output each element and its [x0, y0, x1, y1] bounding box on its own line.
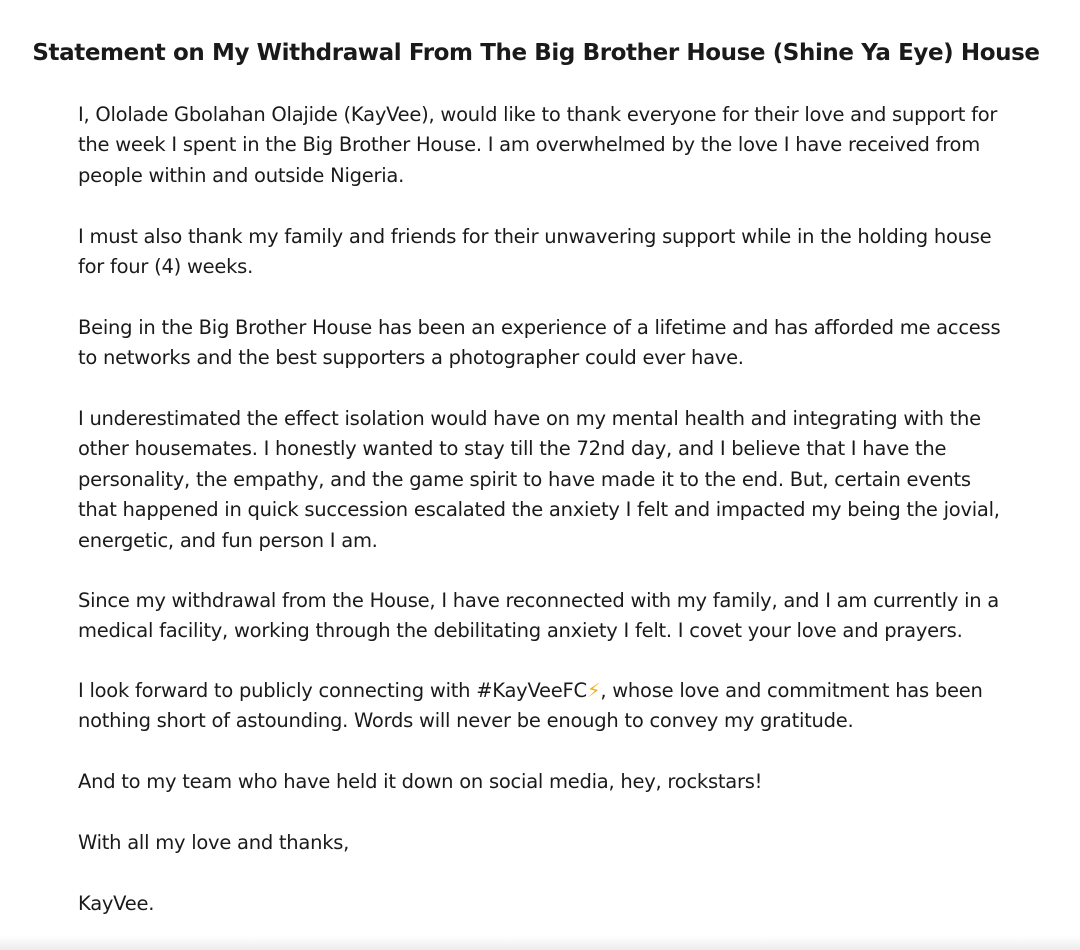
signature: KayVee.: [78, 892, 155, 915]
sign-off: With all my love and thanks,: [78, 831, 350, 854]
statement-title: Statement on My Withdrawal From The Big Brother House (Shine Ya Eye) House: [32, 40, 1040, 66]
paragraph-family: I must also thank my family and friends for their unwavering support while in the holding house for four (4) weeks.: [78, 225, 992, 279]
paragraph-fans: [78, 676, 1013, 737]
paragraph-withdrawal: Since my withdrawal from the House, I have reconnected with my family, and I am currently in a medical facility, working through the debilitating anxiety I felt. I covet your love and prayers.: [78, 589, 999, 643]
lightning-bolt-icon: ⚡: [586, 679, 601, 702]
fans-text-start: I look forward to publicly connecting with #KayVeeFC: [78, 679, 587, 702]
paragraph-team: And to my team who have held it down on social media, hey, rockstars!: [78, 770, 763, 793]
paragraph-isolation: I underestimated the effect isolation would have on my mental health and integrating with the other housemates. I honestly wanted to stay till the 72nd day, and I believe that I have the personality, the empathy, and the game spirit to have made it to the end. But, certain events that happened in quick succession escalated the anxiety I felt and impacted my being the jovial, energetic, and fun person I am.: [78, 407, 1000, 552]
paragraph-experience: Being in the Big Brother House has been an experience of a lifetime and has afforded me access to networks and the best supporters a photographer could ever have.: [78, 316, 1001, 370]
fans-text-end: , whose love and commitment has been nothing short of astounding. Words will never be enough to convey my gratitude.: [78, 679, 983, 733]
paragraph-thanks: I, Ololade Gbolahan Olajide (KayVee), would like to thank everyone for their love and support for the week I spent in the Big Brother House. I am overwhelmed by the love I have received from people within and outside Nigeria.: [78, 103, 998, 187]
bottom-edge-shadow: [0, 936, 1080, 950]
